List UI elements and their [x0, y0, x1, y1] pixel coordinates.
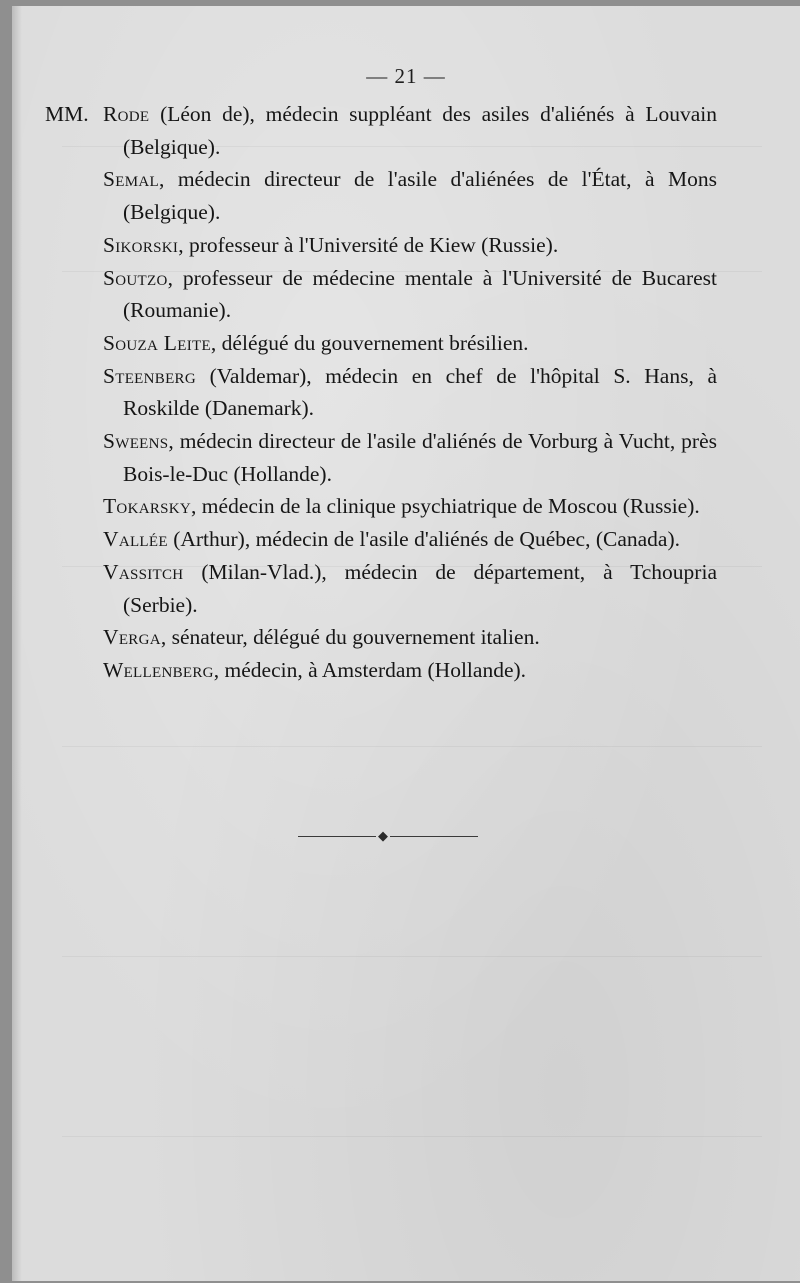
entry-name: Sikorski [103, 232, 179, 257]
entry-prefix: MM. [45, 102, 89, 126]
member-list [45, 98, 717, 687]
entry-name: Verga [103, 625, 161, 650]
list-entry [45, 621, 717, 654]
entry-text: (Arthur), médecin de l'asile d'aliénés de Québec, (Canada). [167, 527, 680, 552]
entry-text: , professeur de médecine mentale à l'Université de Bucarest (Roumanie). [123, 265, 717, 323]
list-entry [45, 654, 717, 687]
entry-text: , médecin, à Amsterdam (Hollande). [213, 657, 527, 682]
bleed-through-line [62, 1136, 762, 1137]
entry-name: Vassitch [103, 559, 184, 584]
section-separator [298, 828, 478, 843]
entry-name: Souza Leite [103, 330, 211, 355]
list-entry [45, 262, 717, 327]
entry-text: , médecin directeur de l'asile d'aliénés de Vorburg à Vucht, près Bois-le-Duc (Hollande). [123, 429, 717, 486]
entry-text: (Léon de), médecin suppléant des asiles d'aliénés à Louvain (Belgique). [123, 102, 717, 159]
list-entry [45, 556, 717, 621]
document-page [12, 6, 800, 1281]
entry-name: Semal [103, 167, 159, 192]
list-entry [45, 360, 717, 425]
entry-name: Rode [103, 102, 150, 126]
entry-name: Vallée [103, 527, 168, 552]
list-entry [45, 98, 717, 163]
entry-text: (Milan-Vlad.), médecin de département, à Tchoupria (Serbie). [123, 559, 717, 617]
list-entry [45, 490, 717, 523]
entry-text: , médecin de la clinique psychiatrique de Moscou (Russie). [191, 494, 700, 519]
entry-name: Soutzo [103, 265, 168, 290]
page-number: — 21 — [366, 64, 446, 88]
list-entry [45, 327, 717, 360]
separator-rule-left [298, 836, 376, 837]
list-entry [45, 163, 717, 228]
entry-name: Sweens [103, 429, 169, 454]
entry-name: Steenberg [103, 363, 196, 388]
entry-text: , délégué du gouvernement brésilien. [210, 330, 529, 355]
diamond-ornament-icon: ◆ [378, 828, 388, 843]
entry-text: , sénateur, délégué du gouvernement italien. [160, 625, 540, 650]
list-entry [45, 229, 717, 262]
entry-name: Wellenberg [103, 657, 214, 682]
bleed-through-line [62, 746, 762, 747]
list-entry [45, 523, 717, 556]
entry-text: , professeur à l'Université de Kiew (Russie). [178, 232, 559, 257]
entry-name: Tokarsky [103, 494, 192, 519]
entry-text: , médecin directeur de l'asile d'aliénées de l'État, à Mons (Belgique). [123, 167, 717, 225]
page-edge-shadow [12, 6, 22, 1281]
separator-rule-right [390, 836, 478, 837]
list-entry [45, 425, 717, 490]
bleed-through-line [62, 956, 762, 957]
entry-text: (Valdemar), médecin en chef de l'hôpital S. Hans, à Roskilde (Danemark). [123, 363, 717, 421]
